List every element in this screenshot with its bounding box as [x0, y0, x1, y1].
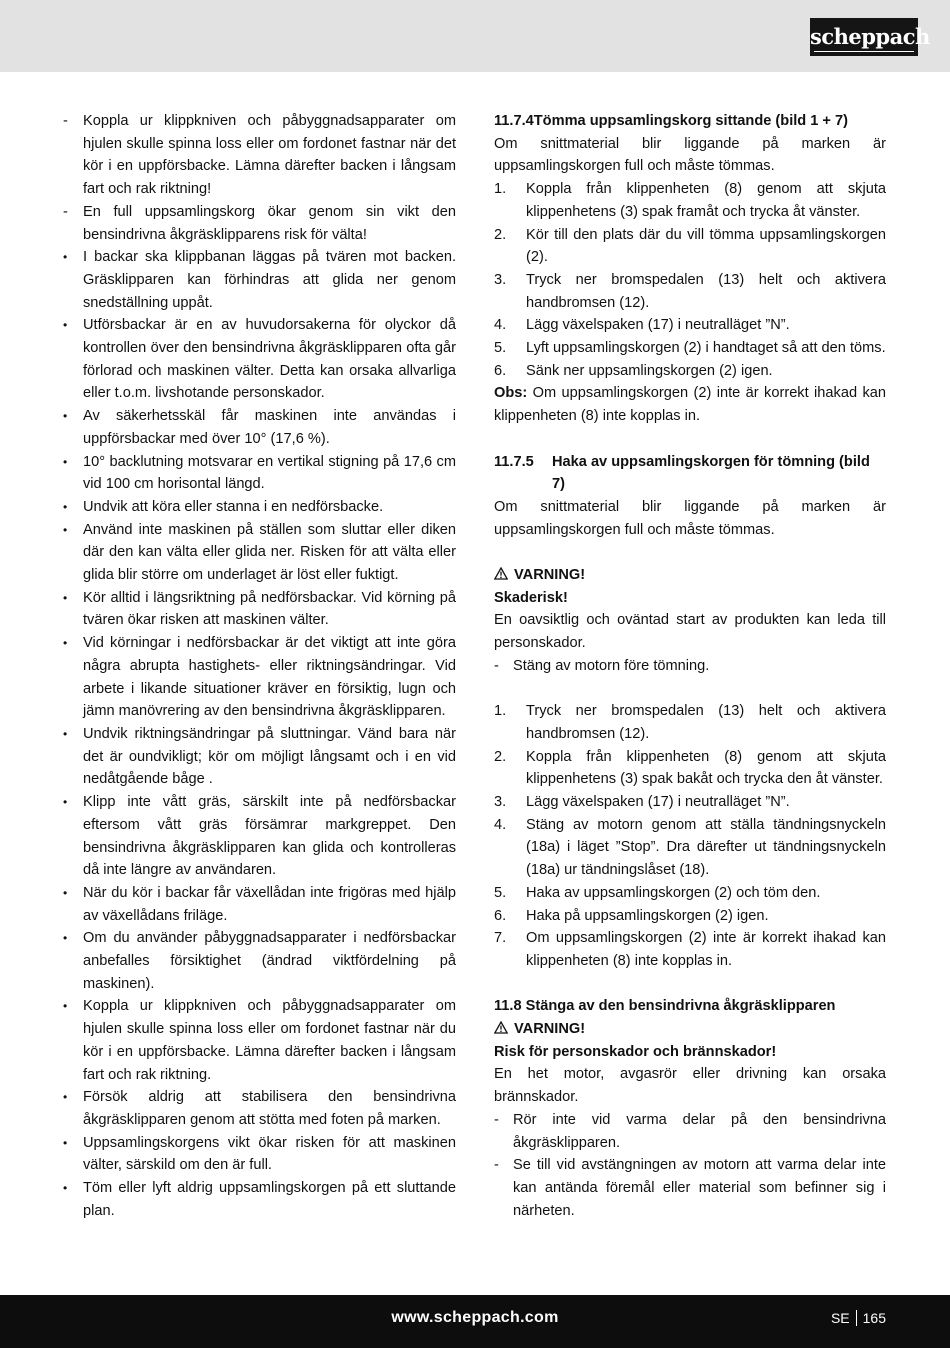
step-number: 2. [494, 226, 507, 243]
step-number: 6. [494, 362, 507, 379]
list-item-text: Se till vid avstängningen av motorn att varma delar inte kan antända föremål eller material som befinner sig i närheten. [513, 1157, 886, 1219]
bullet-marker: • [63, 885, 68, 900]
divider [856, 1310, 857, 1326]
list-item: - Stäng av motorn före tömning. [494, 657, 710, 674]
section-number: 11.7.5 [494, 453, 534, 470]
step-text: Kör till den plats där du vill tömma uppsamlingskorgen (2). [526, 226, 886, 266]
dash-marker: - [63, 113, 68, 129]
dash-marker: - [63, 203, 68, 220]
step-number: 6. [494, 907, 507, 924]
bullet-marker: • [63, 1135, 68, 1150]
list-item [62, 314, 456, 405]
list-item-text: Koppla ur klippkniven och påbyggnadsapparater om hjulen skulle spinna loss eller om fordonet fastnar när det kör i en uppförsbacke. Lämna därefter backen i långsam fart och rak riktning! [83, 113, 456, 198]
list-item [62, 201, 456, 246]
numbered-step [494, 791, 886, 814]
list-item-text: Av säkerhetsskäl får maskinen inte användas i uppförsbackar med över 10° (17,6 %). [83, 408, 456, 447]
list-item-text: Kör alltid i längsriktning på nedförsbackar. Vid körning på tvären ökar risken att maskinen välter. [83, 589, 456, 629]
step-text: Sänk ner uppsamlingskorgen (2) igen. [526, 362, 773, 379]
step-text: Om uppsamlingskorgen (2) inte är korrekt ihakad kan klippenheten (8) inte kopplas in. [526, 930, 886, 969]
page-number [831, 1310, 886, 1326]
list-item [62, 519, 456, 587]
list-item [62, 995, 456, 1086]
bullet-marker: • [63, 590, 68, 605]
section-11-7-5-heading [494, 451, 886, 496]
section-11-8-heading: 11.8 Stänga av den bensindrivna åkgräsklipparen [494, 998, 836, 1015]
step-text: Tryck ner bromspedalen (13) helt och aktivera handbromsen (12). [526, 271, 886, 311]
list-item [62, 723, 456, 791]
step-text: Lägg växelspaken (17) i neutralläget ”N”. [526, 317, 790, 334]
list-item-text: Försök aldrig att stabilisera den bensindrivna åkgräsklipparen genom att stötta med foten på marken. [83, 1089, 456, 1128]
list-item-text: Undvik att köra eller stanna i en nedförsbacke. [83, 498, 384, 515]
bullet-marker: • [63, 726, 68, 741]
step-number: 4. [494, 816, 507, 833]
step-text: Haka av uppsamlingskorgen (2) och töm den. [526, 884, 821, 901]
list-item [62, 882, 456, 927]
list-item [62, 496, 456, 519]
list-item [494, 1154, 886, 1222]
step-text: Stäng av motorn genom att ställa tändningsnyckeln (18a) i läget ”Stop”. Dra därefter ut tändningsnyckeln (18a) ur tändningslåset (18). [526, 816, 886, 879]
numbered-step [494, 700, 886, 745]
footer-bar [0, 1295, 950, 1348]
numbered-step [494, 337, 886, 360]
list-item [62, 632, 456, 723]
list-item [62, 927, 456, 995]
bullet-marker: • [63, 409, 68, 424]
list-item-text: Uppsamlingskorgens vikt ökar risken för att maskinen välter, särskild om den är full. [83, 1134, 456, 1174]
list-item-text: Koppla ur klippkniven och påbyggnadsapparater om hjulen skulle spinna loss eller om fordonet fastnar när du kör i en uppförsbacke. Lämna därefter backen i långsam fart och rak riktning. [83, 998, 456, 1083]
page-number-value: 165 [862, 1310, 886, 1326]
step-number: 1. [494, 181, 507, 198]
step-number: 3. [494, 271, 507, 288]
list-item-text: 10° backlutning motsvarar en vertikal stigning på 17,6 cm vid 100 cm horisontal längd. [83, 453, 456, 493]
list-item-text: Klipp inte vått gräs, särskilt inte på nedförsbackar eftersom vått gräs försämrar markgreppet. Den bensindrivna åkgräsklipparen kan glida och kontrolleras då inte längre av användaren. [83, 794, 456, 879]
step-number: 5. [494, 884, 507, 901]
step-number: 3. [494, 794, 507, 811]
list-item-text: Utförsbackar är en av huvudorsakerna för olyckor då kontrollen över den bensindrivna åkgräsklipparen ofta går förlorad och maskinen välter. Detta kan orsaka allvarliga eller t.o.m. livshotande personskador. [83, 317, 456, 402]
risk-heading: Risk för personskador och brännskador! [494, 1043, 777, 1060]
list-item-text: Om du använder påbyggnadsapparater i nedförsbackar anbefalles försiktighet (ändrad viktfördelning på maskinen). [83, 930, 456, 992]
list-item [494, 1109, 886, 1154]
step-number: 2. [494, 748, 507, 765]
step-text: Koppla från klippenheten (8) genom att skjuta klippenhetens (3) spak bakåt och trycka den åt vänster. [526, 748, 886, 788]
list-item-text: Använd inte maskinen på ställen som sluttar eller diken där den kan välta eller glida ner. Risken för att välta eller glida blir större om underlaget är löst eller fuktigt. [83, 521, 456, 584]
step-text: Lyft uppsamlingskorgen (2) i handtaget så att den töms. [526, 340, 886, 357]
list-item [62, 110, 456, 201]
bullet-marker: • [63, 636, 68, 651]
bullet-marker: • [63, 318, 68, 333]
list-item [62, 791, 456, 882]
risk-text: En oavsiktlig och oväntad start av produkten kan leda till personskador. [494, 612, 886, 652]
warning-heading: VARNING! [494, 1018, 886, 1041]
obs-label: Obs: [494, 385, 528, 402]
step-text: Koppla från klippenheten (8) genom att skjuta klippenhetens (3) spak framåt och trycka åt vänster. [526, 181, 886, 220]
list-item [62, 405, 456, 450]
numbered-step [494, 360, 886, 383]
dash-marker: - [494, 1157, 499, 1174]
section-title: Haka av uppsamlingskorgen för tömning (bild 7) [552, 453, 870, 493]
numbered-step [494, 814, 886, 882]
bullet-marker: • [63, 454, 68, 469]
section-11-7-4-heading: 11.7.4Tömma uppsamlingskorg sittande (bild 1 + 7) [494, 113, 848, 129]
bullet-marker: • [63, 250, 68, 265]
numbered-step [494, 178, 886, 223]
numbered-step [494, 314, 886, 337]
numbered-step [494, 927, 886, 972]
numbered-step [494, 746, 886, 791]
bullet-marker: • [63, 795, 68, 810]
numbered-step [494, 882, 886, 905]
bullet-marker: • [63, 999, 68, 1014]
list-item [62, 451, 456, 496]
list-item-text: När du kör i backar får växellådan inte frigöras med hjälp av växellådans friläge. [83, 884, 456, 924]
list-item-text: En full uppsamlingskorg ökar genom sin vikt den bensindrivna åkgräsklipparens risk för välta! [83, 203, 456, 243]
numbered-step [494, 905, 886, 928]
obs-note [494, 382, 886, 427]
step-number: 7. [494, 930, 507, 947]
numbered-step [494, 224, 886, 269]
step-text: Haka på uppsamlingskorgen (2) igen. [526, 907, 769, 924]
warning-triangle-icon [494, 1021, 508, 1034]
list-item-text: Rör inte vid varma delar på den bensindrivna åkgräsklipparen. [513, 1111, 886, 1151]
header-bar [0, 0, 950, 72]
bullet-marker: • [63, 522, 68, 537]
list-item-text: Töm eller lyft aldrig uppsamlingskorgen på ett sluttande plan. [83, 1180, 456, 1219]
step-number: 4. [494, 317, 507, 334]
language-code: SE [830, 1310, 850, 1326]
right-column [494, 110, 886, 1222]
list-item-text: I backar ska klippbanan läggas på tvären mot backen. Gräsklipparen kan förhindras att glida ner genom snedställning uppåt. [83, 249, 456, 311]
risk-heading: Skaderisk! [494, 589, 568, 606]
bullet-marker: • [63, 499, 68, 514]
numbered-step [494, 269, 886, 314]
step-number: 1. [494, 703, 507, 720]
list-item [62, 1177, 456, 1222]
step-number: 5. [494, 340, 507, 357]
warning-triangle-icon [494, 567, 508, 580]
left-column [62, 110, 456, 1222]
step-text: Lägg växelspaken (17) i neutralläget ”N”. [526, 794, 790, 811]
bullet-marker: • [63, 1181, 68, 1196]
website-link[interactable]: www.scheppach.com [391, 1309, 559, 1326]
dash-marker: - [494, 1111, 499, 1128]
scheppach-logo: scheppach [810, 18, 918, 56]
obs-text: Om uppsamlingskorgen (2) inte är korrekt ihakad kan klippenheten (8) inte kopplas in. [494, 385, 886, 425]
list-item [62, 246, 456, 314]
bullet-marker: • [63, 931, 68, 946]
step-text: Tryck ner bromspedalen (13) helt och aktivera handbromsen (12). [526, 703, 886, 742]
list-item [62, 587, 456, 632]
list-item-text: Undvik riktningsändringar på sluttningar. Vänd bara när det är oundvikligt; kör om möjligt långsamt och i en vid nedåtgående båge . [83, 725, 456, 788]
bullet-marker: • [63, 1090, 68, 1105]
list-item [62, 1132, 456, 1177]
list-item-text: Vid körningar i nedförsbackar är det viktigt att inte göra några abrupta hastighets- eller riktningsändringar. Vid arbete i likande situationer kräver en försiktig, lugn och jämn manövrering av den bensindrivna åkgräsklipparen. [83, 635, 456, 720]
warning-heading: VARNING! [494, 564, 886, 587]
list-item [62, 1086, 456, 1131]
section-11-7-4-intro: Om snittmaterial blir liggande på marken är uppsamlingskorgen full och måste tömmas. [494, 135, 886, 175]
risk-text: En het motor, avgasrör eller drivning kan orsaka brännskador. [494, 1066, 886, 1106]
section-11-7-5-intro: Om snittmaterial blir liggande på marken är uppsamlingskorgen full och måste tömmas. [494, 498, 886, 538]
